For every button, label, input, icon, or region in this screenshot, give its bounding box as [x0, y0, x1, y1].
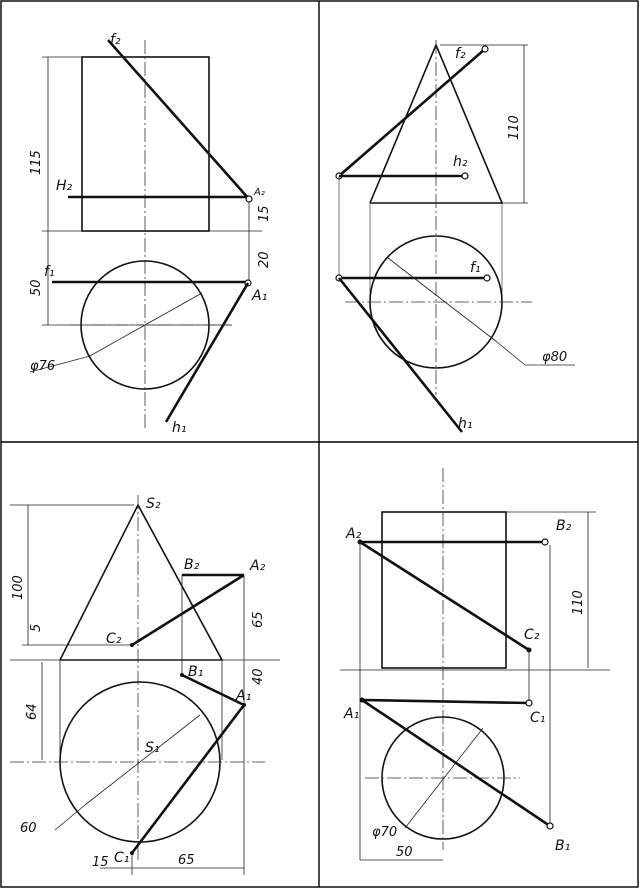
dim-40: 40: [251, 668, 266, 685]
label-A2: A₂: [250, 558, 266, 574]
dim-50: 50: [396, 845, 413, 860]
label-h2: h₂: [453, 154, 468, 170]
dim-15: 15: [257, 205, 272, 222]
label-S1: S₁: [145, 740, 160, 756]
label-H2: H₂: [56, 178, 73, 194]
dim-5: 5: [29, 623, 44, 632]
panel-top-left: [29, 32, 272, 436]
dim-110: 110: [507, 115, 522, 140]
label-h1: h₁: [458, 416, 473, 432]
label-A1: A₁: [236, 688, 252, 704]
label-B2: B₂: [184, 557, 200, 573]
label-A2: A₂: [346, 526, 362, 542]
label-B1: B₁: [555, 838, 571, 854]
label-f1: f₁: [470, 260, 481, 276]
label-f2: f₂: [455, 46, 466, 62]
c1-a1-segment: [132, 705, 244, 853]
h1-line: [166, 283, 248, 422]
f2-line: [108, 40, 249, 199]
dim-diameter-76: φ76: [30, 359, 56, 374]
label-f1: f₁: [44, 264, 55, 280]
label-f2: f₂: [110, 32, 121, 48]
label-A1: A₁: [252, 288, 268, 304]
dim-15: 15: [92, 855, 109, 870]
dim-diameter-70: φ70: [372, 825, 398, 840]
dim-65-horizontal: 65: [178, 853, 195, 868]
dim-110: 110: [571, 590, 586, 615]
cylinder-front-view: [382, 512, 506, 668]
label-C2: C₂: [106, 631, 122, 647]
label-A1: A₁: [344, 706, 360, 722]
dim-65-vertical: 65: [251, 611, 266, 628]
panel-bottom-right: [340, 468, 610, 860]
label-C1: C₁: [114, 850, 130, 866]
c2-a2-segment: [132, 575, 244, 645]
label-C1: C₁: [530, 710, 546, 726]
label-A2: A₂: [254, 187, 265, 198]
cone-front-view: [60, 505, 222, 660]
label-C2: C₂: [524, 627, 540, 643]
dim-115: 115: [29, 150, 44, 175]
sheet-frame: [1, 1, 638, 887]
label-h1: h₁: [172, 420, 187, 436]
dim-50: 50: [29, 279, 44, 296]
dim-64: 64: [25, 703, 40, 720]
panel-bottom-left: [10, 495, 280, 875]
dim-100: 100: [11, 575, 26, 600]
dim-60: 60: [20, 821, 37, 836]
label-S2: S₂: [146, 496, 161, 512]
label-B2: B₂: [556, 518, 572, 534]
panel-top-right: [336, 40, 575, 432]
dim-diameter-80: φ80: [542, 350, 568, 365]
a1-c1-segment: [362, 700, 529, 703]
a2-c2-segment: [360, 542, 529, 650]
dim-20: 20: [257, 251, 272, 268]
label-B1: B₁: [188, 664, 204, 680]
